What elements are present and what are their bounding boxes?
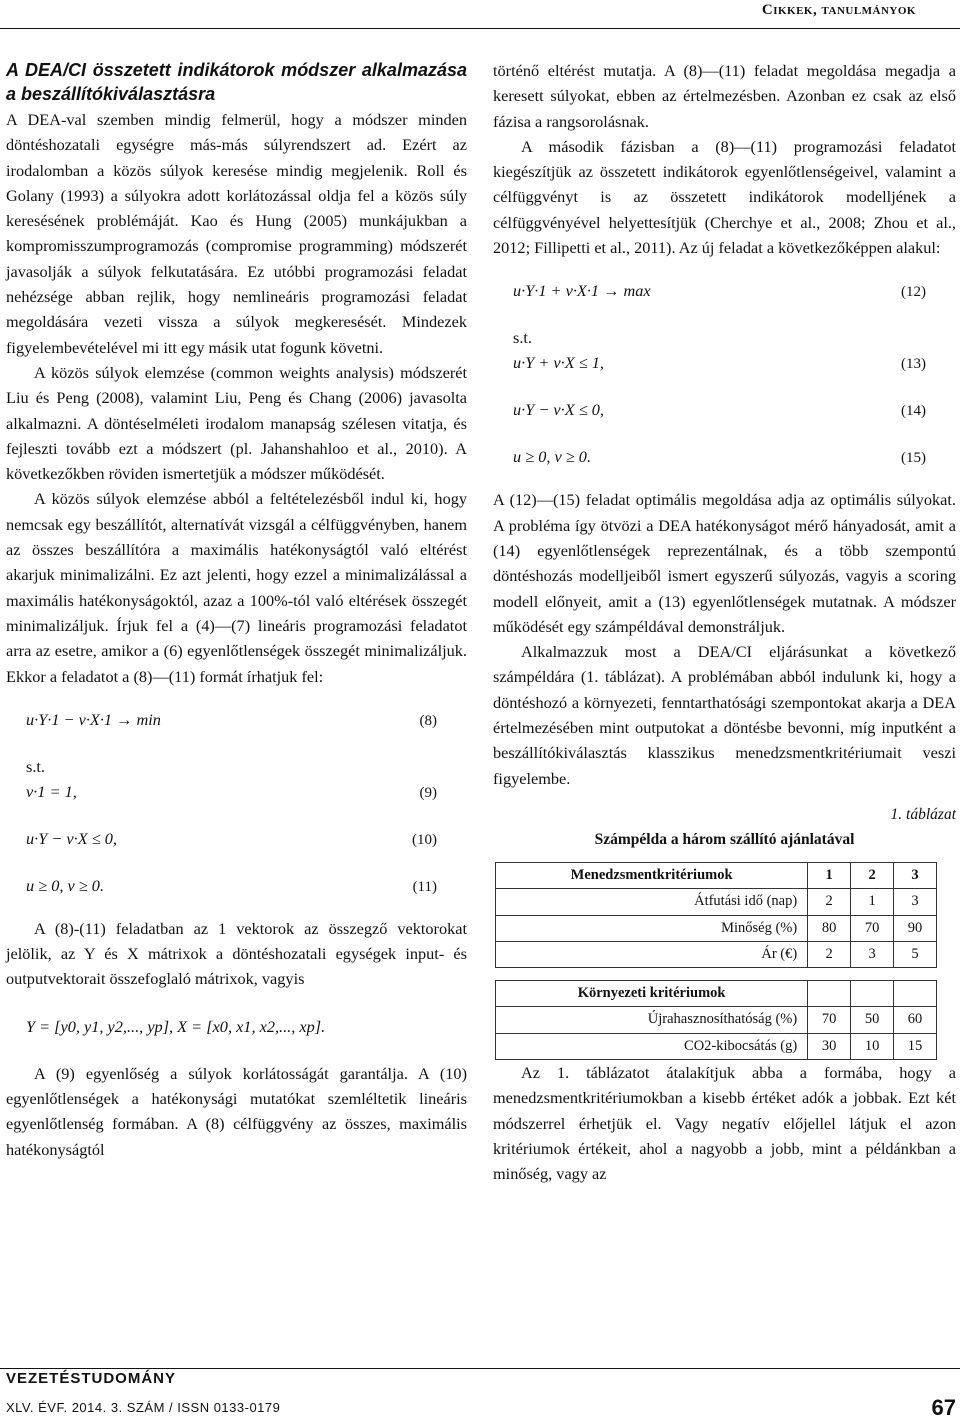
- table-cell: Minőség (%): [496, 915, 808, 941]
- table-cell: 3: [894, 889, 937, 915]
- paragraph: A közös súlyok elemzése abból a feltételezésből indul ki, hogy nemcsak egy beszállítót, alternatívát vizsgál a célfüggvényben, hanem az összes beszállítóra a maximális hatékonyságtól való eltérést akarjuk minimalizálni. Ez azt jelenti, hogy ezzel a minimalizálással a maximális hatékonyságoktól, azaz a 100%-tól való eltérések összegét minimalizáljuk. Írjuk fel a (4)—(7) lineáris programozási feladatot arra az esetre, amikor a (6) egyenlőtlenségek összegét minimalizáljuk. Ekkor a feladatot a (8)—(11) formát írhatjuk fel:: [6, 489, 467, 686]
- table-cell: 70: [851, 915, 894, 941]
- table-cell: Átfutási idő (nap): [496, 889, 808, 915]
- paragraph: Az 1. táblázatot átalakítjuk abba a formába, hogy a menedzsmentkritériumokban a kisebb értéket adók a jobbak. Ezt két módszerrel érhetjük el. Vagy negatív előjellel látjuk el azon kritériumok értékeit, ahol a nagyobb a jobb, mint a példánkban a minőség, vagy az: [493, 1063, 956, 1184]
- table-cell: 10: [851, 1033, 894, 1059]
- section-header: Cikkek, tanulmányok: [761, 2, 916, 18]
- table-cell: Ár (€): [496, 941, 808, 967]
- equation-block-8-11: [6, 707, 467, 898]
- table-cell: 50: [851, 1007, 894, 1033]
- equation-number: (9): [419, 784, 437, 801]
- equation-12: [493, 278, 956, 303]
- table-cell: 2: [808, 889, 851, 915]
- paragraph: A (12)—(15) feladat optimális megoldása adja az optimális súlyokat. A probléma így ötvözi a DEA hatékonyságot mérő hányadosát, amit a (14) egyenlőtlenségek reprezentálnak, és a több szempontú döntéshozás modelljeiből ismert egyszerű súlyozás, vagyis a scoring modell előnyeit, amit a (13) egyenlőtlenségek mutatnak. A módszer működését egy számpéldával demonstráljuk.: [493, 490, 956, 636]
- equation-number: (8): [419, 712, 437, 729]
- journal-name: VEZETÉSTUDOMÁNY: [6, 1370, 177, 1387]
- table-cell: CO2-kibocsátás (g): [496, 1033, 808, 1059]
- paragraph: Alkalmazzuk most a DEA/CI eljárásunkat a következő számpéldára (1. táblázat). A problémában abból indulunk ki, hogy a döntéshozó a környezeti, fenntarthatósági szempontokat akarja a DEA értelmezésében mint outputokat a döntésbe bevonni, míg inputként a beszállítókiválasztás klasszikus menedzsmentkritériumait veszi figyelembe.: [493, 642, 956, 788]
- subject-to-label: s.t.: [26, 756, 46, 776]
- table-cell: 30: [808, 1033, 851, 1059]
- equation-expr: u·Y·1 − v·X·1 → min: [26, 709, 161, 729]
- subject-to-label: s.t.: [513, 328, 533, 348]
- equation-number: (15): [901, 450, 926, 467]
- equation-number: (12): [901, 284, 926, 301]
- table-cell: Újrahasznosíthatóság (%): [496, 1007, 808, 1033]
- top-rule: [0, 28, 960, 29]
- table-cell: 2: [808, 941, 851, 967]
- paragraph: A (9) egyenlőség a súlyok korlátosságát garantálja. A (10) egyenlőtlenségek a hatékonysági mutatókat szemléltetik lineáris egyenlőtlenség formában. A (8) célfüggvény az összes, maximális hatékonyságtól: [6, 1063, 467, 1159]
- table-row: [496, 941, 937, 967]
- table-title: Számpélda a három szállító ajánlatával: [594, 830, 855, 848]
- table-row: [496, 889, 937, 915]
- table-cell: 1: [851, 889, 894, 915]
- table-header-cell: 3: [894, 862, 937, 888]
- equation-number: (11): [412, 878, 437, 895]
- equation-10: [6, 826, 467, 851]
- table-cell: 80: [808, 915, 851, 941]
- paragraph: A második fázisban a (8)—(11) programozási feladatot kiegészítjük az összetett indikátorok egyenlőtlenségeivel, valamint a célfüggvényt is az összetett indikátorok modelljének a célfüggvényével helyettesítjük (Cherchye et al., 2008; Zhou et al., 2012; Fillipetti et al., 2011). Az új feladat a következőképpen alakul:: [493, 136, 956, 258]
- table-header-cell: 2: [851, 862, 894, 888]
- table-header-row: [496, 862, 937, 888]
- equation-expr: u·Y·1 + v·X·1 → max: [513, 281, 651, 301]
- equation-number: (14): [901, 403, 926, 420]
- table-cell: 5: [894, 941, 937, 967]
- equation-block-12-15: [493, 278, 956, 469]
- table-caption-number: 1. táblázat: [890, 805, 956, 823]
- equation-expr: v·1 = 1,: [26, 781, 77, 801]
- equation-8: [6, 707, 467, 732]
- table-cell: 3: [851, 941, 894, 967]
- right-column: [493, 58, 956, 1187]
- footer-rule: [0, 1368, 960, 1369]
- table-row: [496, 1007, 937, 1033]
- page-number: 67: [931, 1395, 956, 1420]
- equation-expr: u·Y − v·X ≤ 0,: [513, 400, 604, 420]
- equation-expr: u·Y − v·X ≤ 0,: [26, 828, 117, 848]
- equation-expr: u ≥ 0, v ≥ 0.: [26, 875, 105, 895]
- table-row: [496, 1033, 937, 1059]
- left-column: [6, 58, 467, 1162]
- paragraph: A (8)-(11) feladatban az 1 vektorok az összegző vektorokat jelölik, az Y és X mátrixok a döntéshozatali egységek input- és outputvektorait összefoglaló mátrixok, vagyis: [6, 918, 467, 989]
- article-title: A DEA/CI összetett indikátorok módszer alkalmazása a beszállítókiválasztásra: [6, 60, 467, 104]
- table-section-row: [496, 981, 937, 1007]
- paragraph: A közös súlyok elemzése (common weights analysis) módszerét Liu és Peng (2008), valamint Liu, Peng és Chang (2006) javasolta alkalmazni. A döntéselméleti irodalom manapság szélesen vitatja, és fejleszti tovább ezt a módszert (pl. Jahanshahloo et al., 2010). A következőkben röviden ismertetjük a módszer működését.: [6, 362, 467, 484]
- equation-13: [493, 350, 956, 375]
- table-cell: 70: [808, 1007, 851, 1033]
- equation-expr: u·Y + v·X ≤ 1,: [513, 353, 604, 373]
- equation-15: [493, 444, 956, 469]
- table-section-header: Környezeti kritériumok: [496, 981, 808, 1007]
- equation-9: [6, 779, 467, 804]
- table-header-cell: 1: [808, 862, 851, 888]
- table-cell: 15: [894, 1033, 937, 1059]
- paragraph: A DEA-val szemben mindig felmerül, hogy a módszer minden döntéshozatali egységre más-más súlyrendszert ad. Ezért az irodalomban a közös súlyok keresése mindig megjelenik. Roll és Golany (1993) a súlyokra adott korlátozással oldja fel a közös súly keresésének problémáját. Kao és Hung (2005) munkájukban a kompromisszumprogramozás (compromise programming) módszerét javasolják a súlyok felkutatására. Ez utóbbi programozási feladat nehézsége abban rejlik, hogy nemlineáris programozási feladat megoldására vezeti vissza a súlyok megkeresését. Mindezek figyelembevételével mi itt egy másik utat fogunk követni.: [6, 110, 467, 357]
- table-cell: 90: [894, 915, 937, 941]
- table-cell: 60: [894, 1007, 937, 1033]
- equation-11: [6, 873, 467, 898]
- equation-number: (10): [412, 831, 437, 848]
- issue-line: XLV. ÉVF. 2014. 3. SZÁM / ISSN 0133-0179: [6, 1400, 281, 1415]
- table-header-cell: Menedzsmentkritériumok: [496, 862, 808, 888]
- vector-definition: Y = [y0, y1, y2,..., yp], X = [x0, x1, x2,..., xp].: [26, 1016, 326, 1036]
- criteria-table: [495, 862, 937, 1060]
- paragraph: történő eltérést mutatja. A (8)—(11) feladat megoldása megadja a keresett súlyokat, ebben az értelmezésben. Azonban ez csak az első fázisa a rangsorolásnak.: [493, 61, 956, 131]
- equation-number: (13): [901, 356, 926, 373]
- equation-14: [493, 397, 956, 422]
- table-row: [496, 915, 937, 941]
- equation-expr: u ≥ 0, v ≥ 0.: [513, 447, 592, 467]
